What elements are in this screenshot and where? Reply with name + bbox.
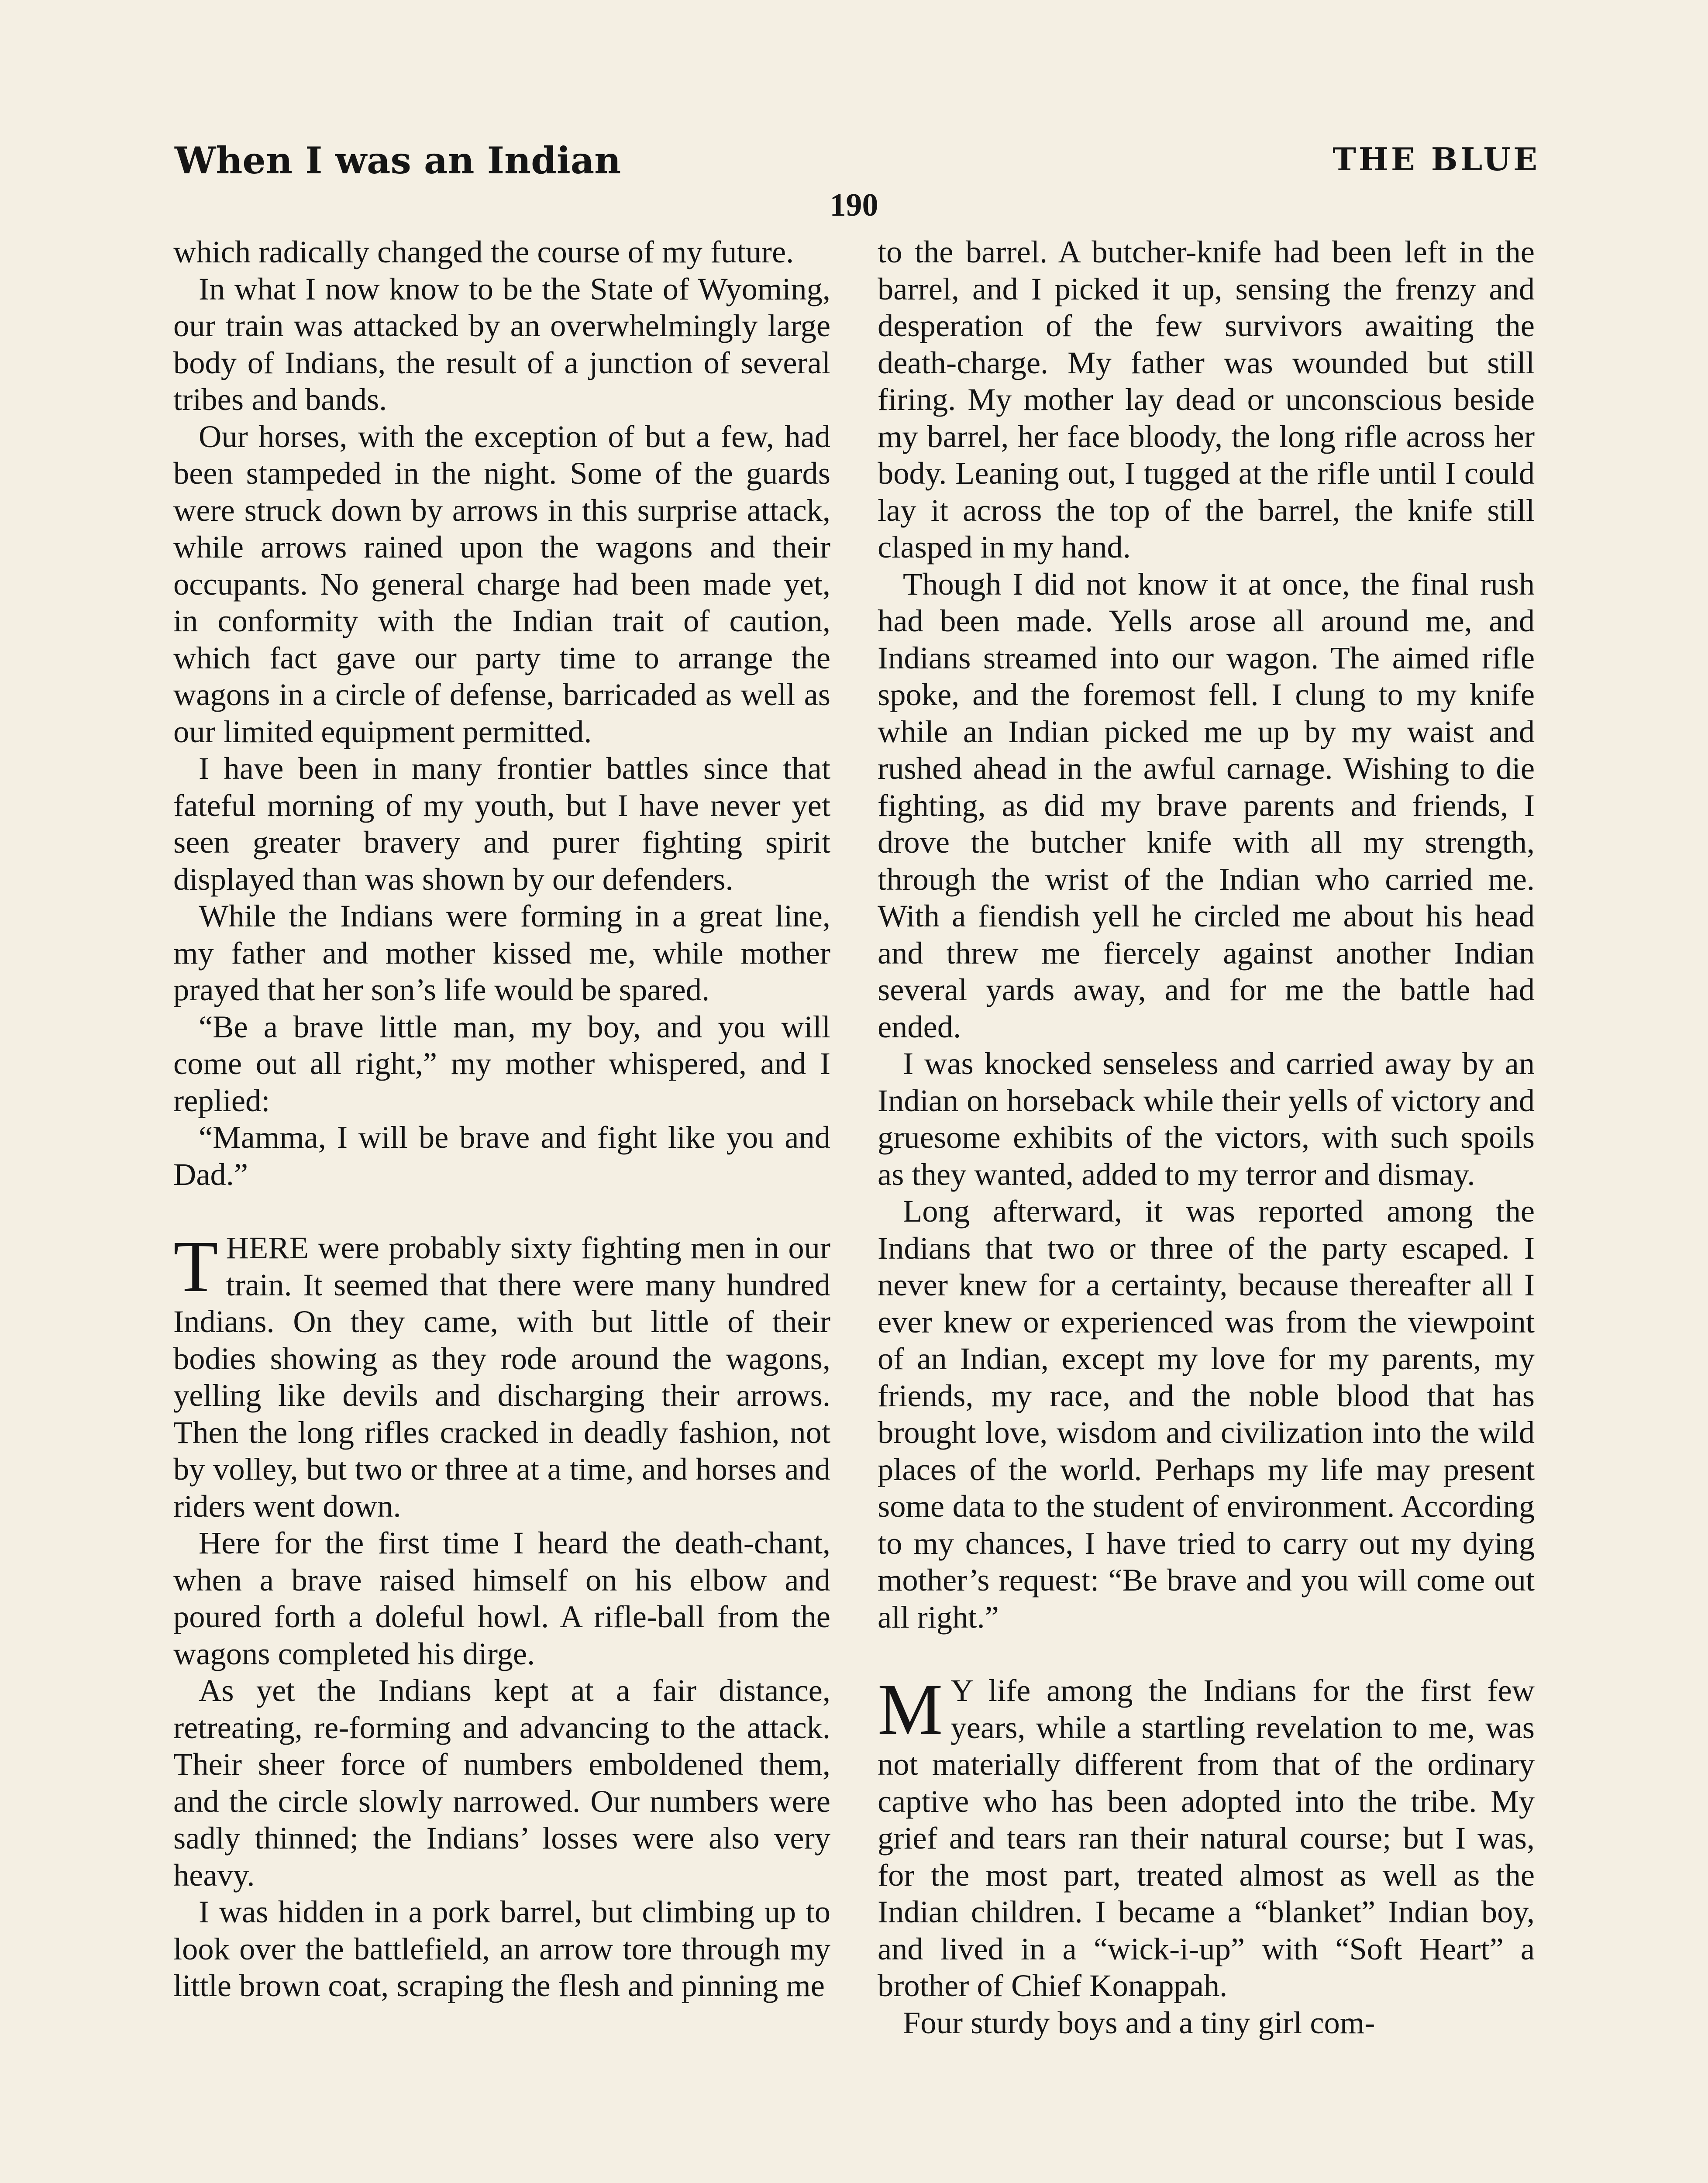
paragraph: which radically changed the course of my future. [173,234,794,269]
paragraph: Long afterward, it was reported among the Indians that two or three of the party escaped. I never knew for a certainty, because thereafter all I ever knew or experienced was from the viewpoint of an Indian, except my love for my parents, my friends, my race, and the noble blood that has brought love, wisdom and civilization into the wild places of the world. Perhaps my life may present some data to the student of environment. According to my chances, I have tried to carry out my dying mother’s request: “Be brave and you will come out all right.” [878,1193,1535,1635]
paragraph: Our horses, with the exception of but a few, had been stampeded in the night. Some of the guards were struck down by arrows in this surprise attack, while arrows rained upon the wagons and their occupants. No general charge had been made yet, in conformity with the Indian trait of caution, which fact gave our party time to arrange the wagons in a circle of defense, barricaded as well as our limited equipment permitted. [173,418,830,749]
paragraph: Four sturdy boys and a tiny girl com- [903,2004,1375,2040]
paragraph: to the barrel. A butcher-knife had been left in the barrel, and I picked it up, sensing the frenzy and desperation of the few survivors awaiting the death-charge. My father was wounded but still firing. My mother lay dead or unconscious beside my barrel, her face bloody, the long rifle across her body. Leaning out, I tugged at the rifle until I could lay it across the top of the barrel, the knife still clasped in my hand. [878,234,1535,565]
section-start-paragraph [878,1669,1535,2004]
paragraph: I was hidden in a pork barrel, but climbing up to look over the battlefield, an arrow tore through my little brown coat, scraping the flesh and pinning me [173,1894,830,2003]
paragraph: Here for the first time I heard the death-chant, when a brave raised himself on his elbow and poured forth a doleful howl. A rifle-ball from the wagons completed his dirge. [173,1525,830,1671]
section-start-paragraph [173,1226,830,1525]
page-number: 190 [830,187,878,223]
paragraph: I was knocked senseless and carried away by an Indian on horseback while their yells of victory and gruesome exhibits of the victors, with such spoils as they wanted, added to my terror and dismay. [878,1046,1535,1192]
right-column [878,234,1535,2183]
drop-cap: T [173,1226,218,1307]
paragraph-text: Y life among the Indians for the first few years, while a startling revelation to me, was not materially different from that of the ordinary captive who has been adopted into the tribe. My grief and tears ran their natural course; but I was, for the most part, treated almost as well as the Indian children. I became a “blanket” Indian boy, and lived in a “wick-i-up” with “Soft Heart” a brother of Chief Konappah. [878,1673,1535,2003]
paragraph: “Be a brave little man, my boy, and you will come out all right,” my mother whispered, and I replied: [173,1009,830,1118]
magazine-name: THE BLUE [1333,141,1540,178]
left-column [173,234,830,2183]
paragraph-text: HERE were probably sixty fighting men in our train. It seemed that there were many hundred Indians. On they came, with but little of their bodies showing as they rode around the wagons, yelling like devils and discharging their arrows. Then the long rifles cracked in deadly fashion, not by volley, but two or three at a time, and horses and riders went down. [173,1230,830,1524]
drop-cap: M [878,1669,943,1750]
paragraph: Though I did not know it at once, the final rush had been made. Yells arose all around me, and Indians streamed into our wagon. The aimed rifle spoke, and the foremost fell. I clung to my knife while an Indian picked me up by my waist and rushed ahead in the awful carnage. Wishing to die fighting, as did my brave parents and friends, I drove the butcher knife with all my strength, through the wrist of the Indian who carried me. With a fiendish yell he circled me about his head and threw me fiercely against another Indian several yards away, and for me the battle had ended. [878,566,1535,1044]
running-title: When I was an Indian [175,139,621,182]
paragraph: I have been in many frontier battles since that fateful morning of my youth, but I have never yet seen greater bravery and purer fighting spirit displayed than was shown by our defenders. [173,751,830,897]
paragraph: As yet the Indians kept at a fair distance, retreating, re-forming and advancing to the attack. Their sheer force of numbers emboldened them, and the circle slowly narrowed. Our numbers were sadly thinned; the Indians’ losses were also very heavy. [173,1673,830,1893]
paragraph: In what I now know to be the State of Wyoming, our train was attacked by an overwhelmingly large body of Indians, the result of a junction of several tribes and bands. [173,271,830,417]
paragraph: While the Indians were forming in a great line, my father and mother kissed me, while mother prayed that her son’s life would be spared. [173,898,830,1007]
paragraph: “Mamma, I will be brave and fight like you and Dad.” [173,1119,830,1192]
